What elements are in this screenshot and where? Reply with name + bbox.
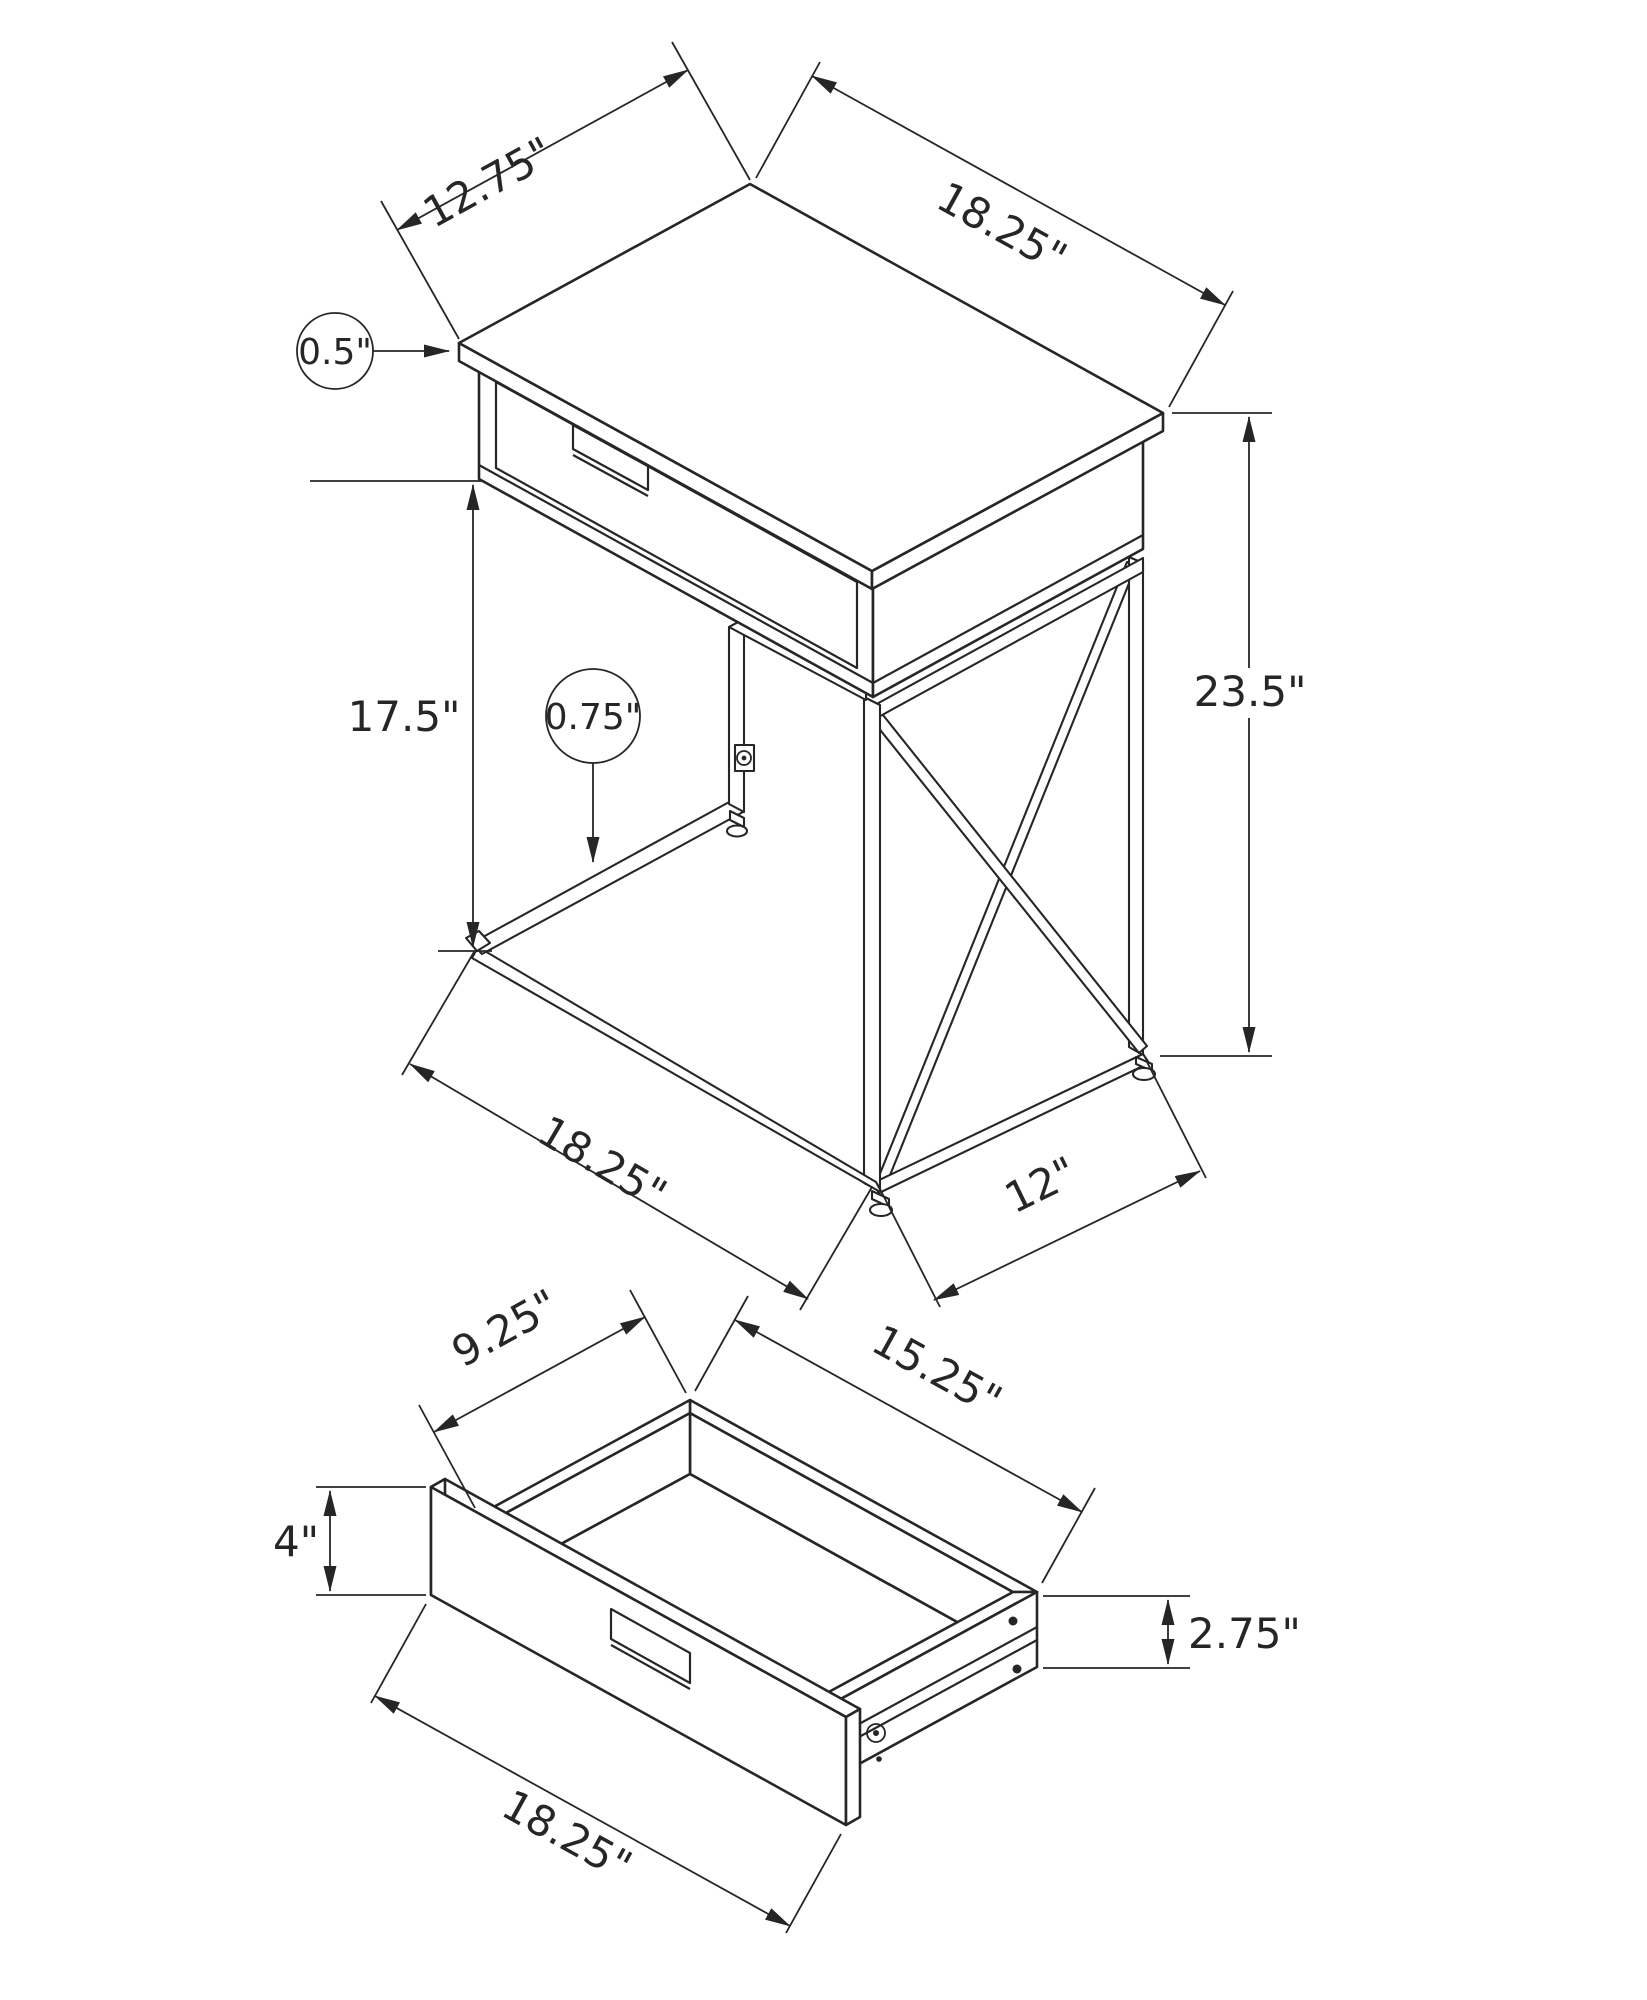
foot-glide-front bbox=[870, 1191, 892, 1216]
dim-front-height bbox=[273, 1487, 426, 1595]
dim-clearance-height-label: 17.5" bbox=[347, 692, 461, 741]
dim-inner-width-label: 15.25" bbox=[864, 1315, 1010, 1426]
dim-overall-height bbox=[1160, 413, 1310, 1056]
dim-base-depth-label: 12" bbox=[997, 1146, 1085, 1223]
frame-front-post bbox=[864, 697, 880, 1191]
frame-back-left-rail bbox=[472, 801, 743, 954]
dim-front-width-label: 18.25" bbox=[494, 1780, 640, 1891]
dim-base-width-label: 18.25" bbox=[529, 1105, 675, 1220]
dim-frame-tube bbox=[545, 669, 642, 862]
dim-base-depth bbox=[881, 1062, 1206, 1307]
panel-right-end bbox=[846, 1709, 860, 1825]
foot-glide-left bbox=[727, 811, 747, 837]
dim-top-thickness-label: 0.5" bbox=[298, 332, 372, 373]
dim-box-height bbox=[1043, 1596, 1301, 1668]
dim-base-width bbox=[402, 952, 872, 1310]
cam-lock-screw-icon bbox=[742, 756, 747, 761]
side-screw-hole-top bbox=[1009, 1617, 1018, 1626]
dim-front-height-label: 4" bbox=[272, 1517, 320, 1566]
assembled-table-view bbox=[297, 42, 1310, 1310]
drawer-detail-view bbox=[273, 1280, 1301, 1933]
frame-back-post bbox=[1129, 557, 1143, 1055]
dim-overall-height-label: 23.5" bbox=[1193, 667, 1307, 716]
dim-box-height-label: 2.75" bbox=[1188, 1609, 1301, 1658]
dim-inner-depth-label: 9.25" bbox=[443, 1279, 567, 1377]
frame-left-post bbox=[729, 619, 744, 812]
frame-floor-left-rail bbox=[472, 947, 882, 1193]
side-screw-hole-bottom bbox=[1013, 1665, 1022, 1674]
frame-diagonal-brace-front bbox=[869, 710, 1147, 1053]
dim-top-width-label: 18.25" bbox=[929, 172, 1075, 283]
dim-top-thickness bbox=[297, 313, 449, 389]
dim-clearance-height bbox=[310, 481, 492, 951]
dim-top-depth-label: 12.75" bbox=[415, 127, 561, 238]
dim-frame-tube-label: 0.75" bbox=[544, 697, 642, 738]
